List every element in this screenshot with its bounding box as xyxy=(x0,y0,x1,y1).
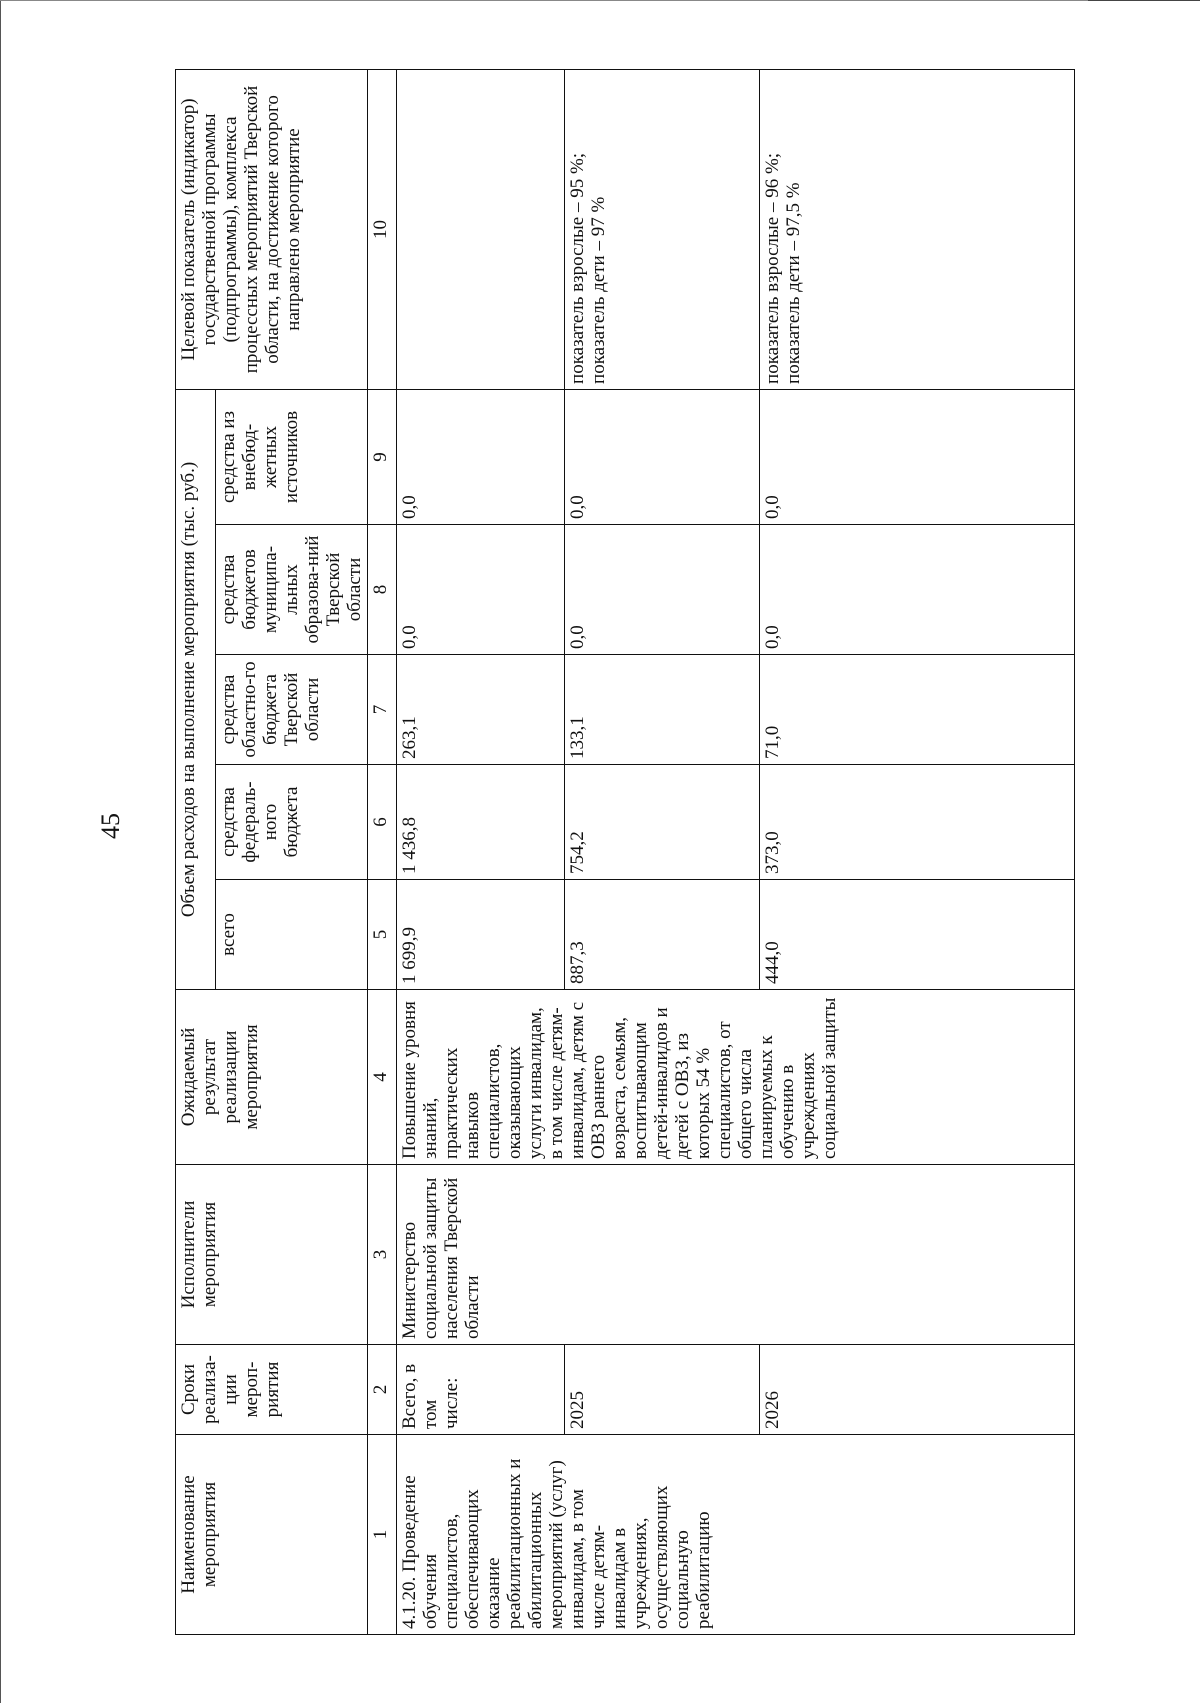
offbudget-cell: 0,0 xyxy=(760,389,1075,524)
offbudget-cell: 0,0 xyxy=(397,389,565,524)
target-cell xyxy=(397,69,565,389)
municipal-cell: 0,0 xyxy=(565,525,760,655)
target-cell: показатель взрослые – 95 %; показатель дети – 97 % xyxy=(565,69,760,389)
regional-cell: 71,0 xyxy=(760,655,1075,765)
column-number-row xyxy=(368,69,397,1634)
municipal-cell: 0,0 xyxy=(760,525,1075,655)
federal-cell: 373,0 xyxy=(760,765,1075,880)
page-number: 45 xyxy=(96,813,125,839)
header-spend-group: Объем расходов на выполнение мероприятия (тыс. руб.) xyxy=(176,389,216,989)
column-number: 5 xyxy=(368,880,397,990)
header-offbudget: средства из внебюд-жетных источников xyxy=(216,389,368,524)
regional-cell: 263,1 xyxy=(397,655,565,765)
column-number: 3 xyxy=(368,1165,397,1345)
total-cell: 1 699,9 xyxy=(397,880,565,990)
header-municipal: средства бюджетов муниципа-льных образова-ний Тверской области xyxy=(216,525,368,655)
period-cell: Всего, в том числе: xyxy=(397,1345,565,1435)
total-cell: 444,0 xyxy=(760,880,1075,990)
measures-table-rotated xyxy=(175,70,1075,1635)
header-target: Целевой показатель (индикатор) государственной программы (подпрограммы), комплекса процессных мероприятий Тверской области, на достижение которого направлено мероприятие xyxy=(176,69,368,389)
column-number: 9 xyxy=(368,389,397,524)
column-number: 2 xyxy=(368,1345,397,1435)
scan-edge xyxy=(0,0,1200,1)
federal-cell: 754,2 xyxy=(565,765,760,880)
scan-edge xyxy=(0,0,1,1703)
header-row-1 xyxy=(176,69,216,1634)
total-cell: 887,3 xyxy=(565,880,760,990)
header-total: всего xyxy=(216,880,368,990)
table-row-2026 xyxy=(760,69,1075,1634)
target-cell: показатель взрослые – 96 %; показатель дети – 97,5 % xyxy=(760,69,1075,389)
offbudget-cell: 0,0 xyxy=(565,389,760,524)
column-number: 4 xyxy=(368,990,397,1165)
measure-name: 4.1.20. Проведение обучения специалистов, обеспечивающих оказание реабилитационных и абилитационных мероприятий (услуг) инвалидам, в том числе детям-инвалидам в учреждениях, осуществляющих социальную реабилитацию xyxy=(397,1435,1075,1635)
column-number: 10 xyxy=(368,69,397,389)
column-number: 6 xyxy=(368,765,397,880)
header-name: Наименование мероприятия xyxy=(176,1435,368,1635)
measures-table xyxy=(175,69,1075,1635)
regional-cell: 133,1 xyxy=(565,655,760,765)
scan-edge xyxy=(1088,0,1200,1)
table-row-2025 xyxy=(565,69,760,1634)
header-executors: Исполнители мероприятия xyxy=(176,1165,368,1345)
expected-result-cell: Повышение уровня знаний, практических навыков специалистов, оказывающих услуги инвалидам, в том числе детям-инвалидам, детям с ОВЗ раннего возраста, семьям, воспитывающим детей-инвалидов и детей с ОВЗ, из которых 54 % специалистов, от общего числа планируемых к обучению в учреждениях социальной защиты xyxy=(397,990,1075,1165)
period-cell: 2026 xyxy=(760,1345,1075,1435)
federal-cell: 1 436,8 xyxy=(397,765,565,880)
municipal-cell: 0,0 xyxy=(397,525,565,655)
header-period: Сроки реализа-ции мероп-риятия xyxy=(176,1345,368,1435)
column-number: 1 xyxy=(368,1435,397,1635)
executor-cell: Министерство социальной защиты населения Тверской области xyxy=(397,1165,1075,1345)
table-row-total xyxy=(397,69,565,1634)
column-number: 7 xyxy=(368,655,397,765)
header-regional: средства областно-го бюджета Тверской области xyxy=(216,655,368,765)
column-number: 8 xyxy=(368,525,397,655)
period-cell: 2025 xyxy=(565,1345,760,1435)
header-federal: средства федераль-ного бюджета xyxy=(216,765,368,880)
header-expected: Ожидаемый результат реализации мероприятия xyxy=(176,990,368,1165)
